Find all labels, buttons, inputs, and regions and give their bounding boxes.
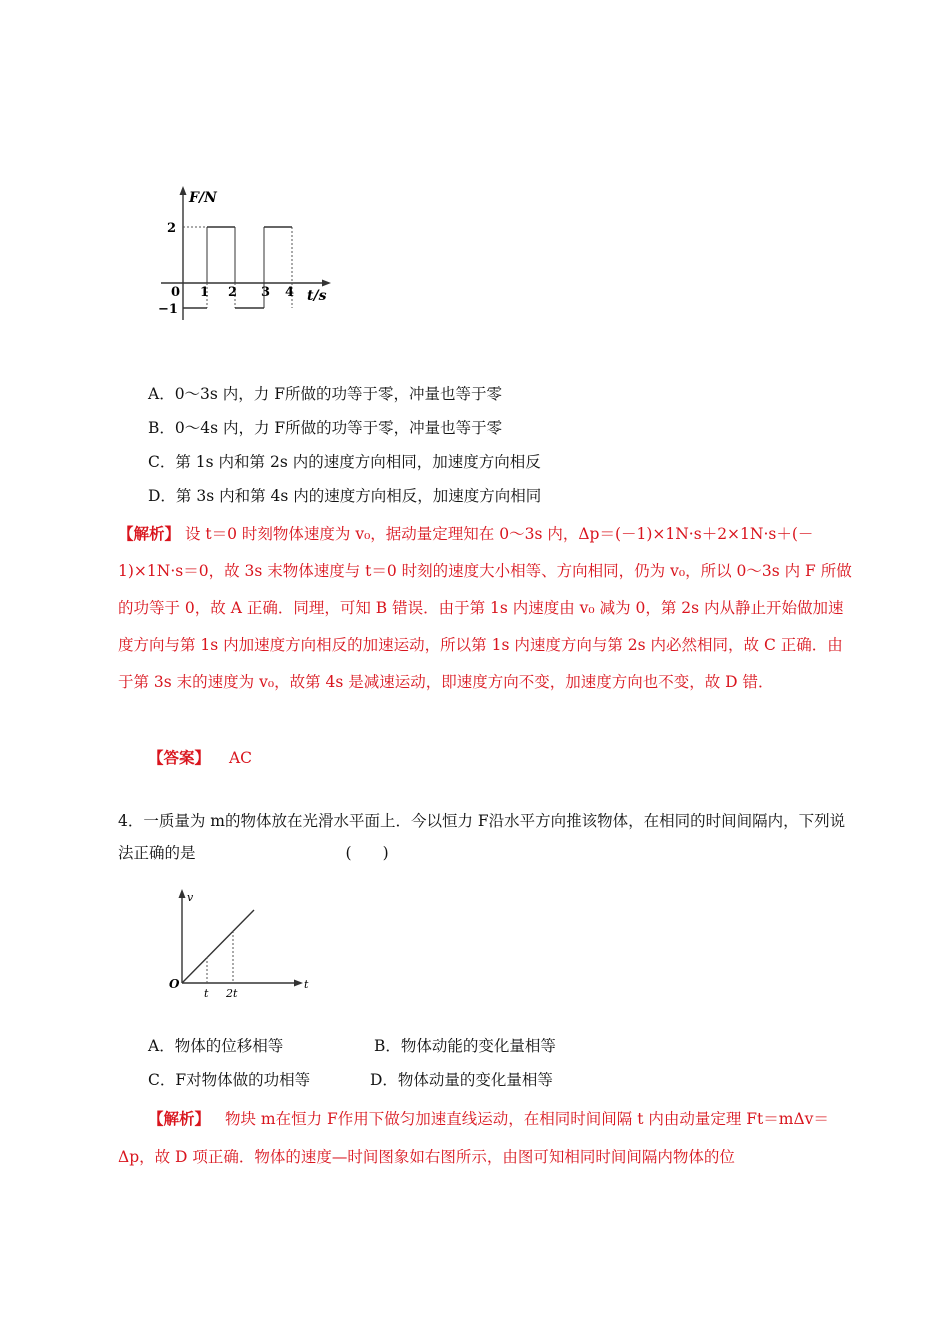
v-axis-label: v — [187, 891, 194, 904]
tick-x-0: 0 — [171, 285, 181, 300]
q3-option-b: B．0～4s 内，力 F所做的功等于零，冲量也等于零 — [148, 419, 503, 437]
velocity-line — [182, 910, 254, 983]
y-axis-label: F/N — [189, 190, 217, 206]
v-axis-arrow — [179, 889, 186, 898]
q3-solution-tag: 【解析】 — [118, 524, 181, 543]
q3-option-a: A．0～3s 内，力 F所做的功等于零，冲量也等于零 — [148, 385, 502, 403]
x-axis-label: t/s — [307, 288, 327, 304]
q3-solution — [118, 515, 852, 701]
q3-answer-tag: 【答案】 — [148, 748, 211, 767]
tick-x-4: 4 — [285, 285, 295, 300]
q4-solution-tag: 【解析】 — [148, 1109, 211, 1128]
velocity-time-graph — [162, 885, 322, 1000]
q4-option-c: C．F对物体做的功相等 — [148, 1071, 311, 1089]
q4-option-b: B．物体动能的变化量相等 — [374, 1037, 556, 1055]
tick-y-2: 2 — [167, 221, 177, 236]
origin-label: O — [169, 977, 180, 991]
q3-solution-text: 设 t＝0 时刻物体速度为 v₀，据动量定理知在 0～3s 内，Δp＝(－1)×1N·s＋2×1N·s＋(－1)×1N·s＝0，故 3s 末物体速度与 t＝0 时刻的速度大小相等、方向相同，仍为 v₀，所以 0～3s 内 F 所做的功等于 0，故 A 正确．同理，可知 B 错误．由于第 1s 内速度由 v₀ 减为 0，第 2s 内从静止开始做加速度方向与第 1s 内加速度方向相反的加速运动，所以第 1s 内速度方向与第 2s 内必然相同，故 C 正确．由于第 3s 末的速度为 v₀，故第 4s 是减速运动，即速度方向不变，加速度方向也不变，故 D 错． — [118, 525, 852, 691]
q4-stem — [118, 805, 858, 869]
force-time-graph — [155, 182, 340, 322]
q3-option-c: C．第 1s 内和第 2s 内的速度方向相同，加速度方向相反 — [148, 453, 541, 471]
tick-2t: 2t — [226, 987, 238, 1000]
q3-option-d: D．第 3s 内和第 4s 内的速度方向相反，加速度方向相同 — [148, 487, 542, 505]
q3-answer — [148, 747, 252, 769]
t-axis-label: t — [304, 978, 309, 991]
y-axis-arrow — [180, 186, 187, 195]
tick-x-3: 3 — [261, 285, 271, 300]
q4-option-a: A．物体的位移相等 — [148, 1037, 284, 1055]
tick-t: t — [204, 987, 209, 1000]
q4-option-d: D．物体动量的变化量相等 — [370, 1071, 553, 1089]
q4-solution — [118, 1100, 852, 1176]
tick-y-minus1: −1 — [158, 302, 178, 317]
q3-answer-text: AC — [228, 749, 253, 767]
tick-x-2: 2 — [228, 285, 238, 300]
q4-solution-text: 物块 m在恒力 F作用下做匀加速直线运动，在相同时间间隔 t 内由动量定理 Ft＝mΔv＝Δp，故 D 项正确．物体的速度—时间图象如右图所示，由图可知相同时间间隔内物体的位 — [118, 1110, 829, 1166]
x-axis-arrow — [322, 280, 331, 287]
tick-x-1: 1 — [200, 285, 210, 300]
t-axis-arrow — [294, 980, 303, 987]
q4-answer-blank: ( ) — [345, 844, 389, 862]
q4-stem-text: 4．一质量为 m的物体放在光滑水平面上．今以恒力 F沿水平方向推该物体，在相同的时间间隔内，下列说法正确的是 — [118, 812, 846, 862]
